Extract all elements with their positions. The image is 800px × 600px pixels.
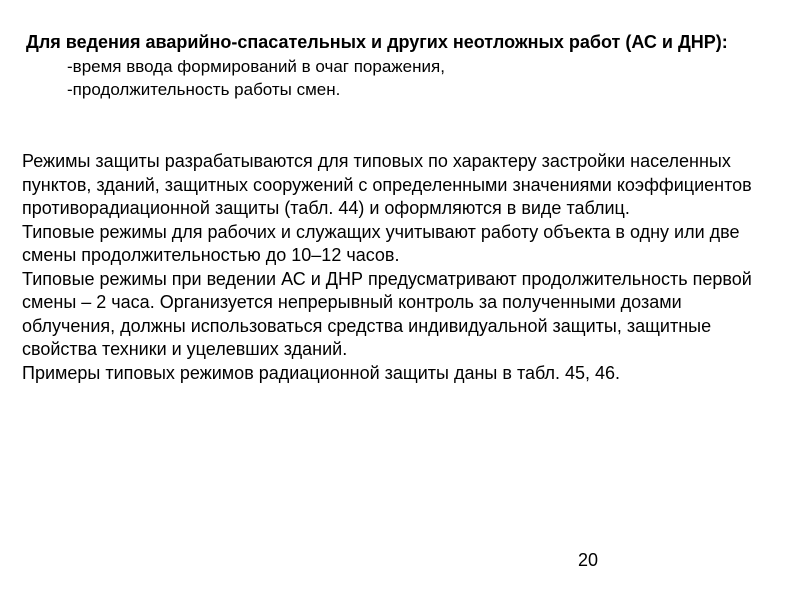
page-number: 20 — [578, 550, 599, 570]
heading-block — [26, 30, 766, 101]
bullet-item-shift-duration: -продолжительность работы смен. — [67, 80, 341, 99]
paragraph-worker-modes: Типовые режимы для рабочих и служащих учитывают работу объекта в одну или две смены продолжительностью до 10–12 часов. — [22, 221, 740, 265]
paragraph-rescue-modes: Типовые режимы при ведении АС и ДНР предусматривают продолжительность первой смены – 2 часа. Организуется непрерывный контроль за полученными дозами облучения, должны использоваться средства индивидуальной защиты, защитные свойства техники и уцелевших зданий. — [22, 268, 752, 359]
paragraph-examples: Примеры типовых режимов радиационной защиты даны в табл. 45, 46. — [22, 362, 621, 383]
bullet-list — [26, 55, 766, 101]
body-text — [22, 150, 774, 385]
slide-heading: Для ведения аварийно-спасательных и других неотложных работ (АС и ДНР): — [26, 32, 728, 52]
bullet-item-entry-time: -время ввода формирований в очаг поражения, — [67, 57, 445, 76]
paragraph-protection-modes: Режимы защиты разрабатываются для типовых по характеру застройки населенных пунктов, зданий, защитных сооружений с определенными значениями коэффициентов противорадиационной защиты (табл. 44) и оформляются в виде таблиц. — [22, 151, 752, 218]
